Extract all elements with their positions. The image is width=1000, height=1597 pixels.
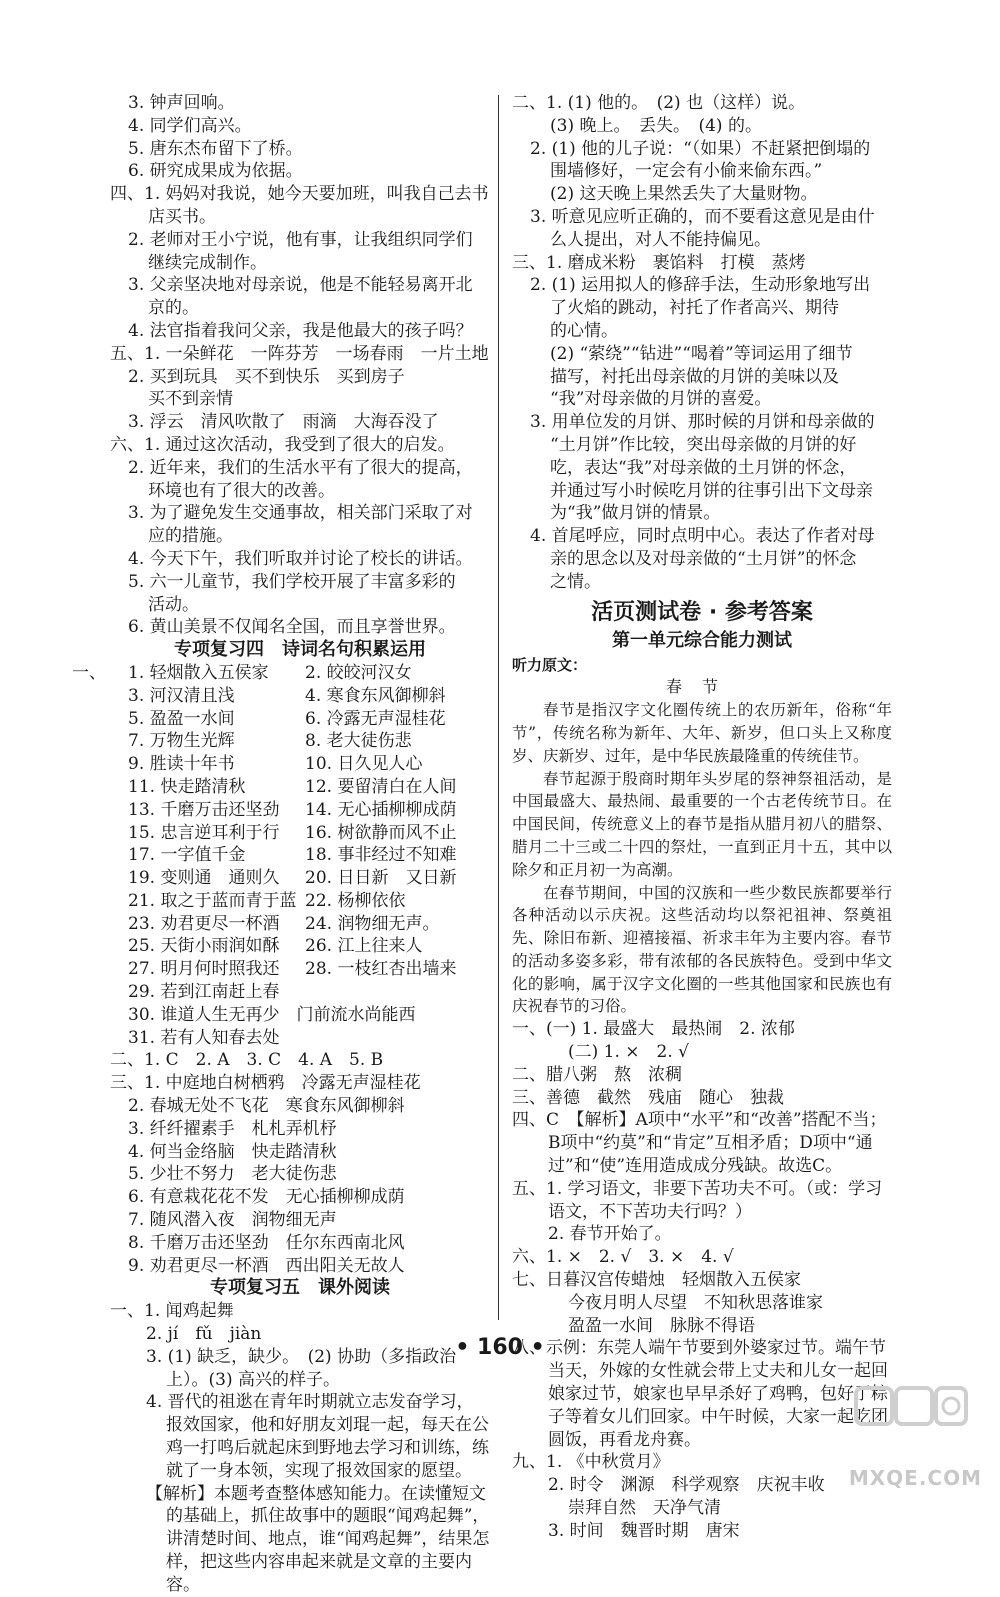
text-line: 三、1. 中庭地白树栖鸦 冷露无声湿桂花 (110, 1073, 421, 1094)
text-line: 9. 劝君更尽一杯酒 西出阳关无故人 (128, 1255, 405, 1276)
poem-item: 7. 万物生光辉 (128, 731, 235, 752)
right-column (512, 92, 892, 1543)
text-line: 4. 法官指着我问父亲，我是他最大的孩子吗？ (128, 320, 473, 341)
text-line: 2. 近年来，我们的生活水平有了很大的提高， (128, 457, 473, 478)
text-line: 3. 为了避免发生交通事故，相关部门采取了对 (128, 503, 473, 524)
poem-item: 20. 日日新 又日新 (305, 868, 457, 889)
text-line: 吃，表达“我”对母亲做的土月饼的怀念， (550, 457, 857, 478)
poem-item: 15. 忠言逆耳利于行 (128, 822, 280, 843)
text-line: (二) 1. × 2. √ (568, 1042, 689, 1063)
text-line: 6. 研究成果成为依据。 (128, 161, 303, 182)
text-line: 应的措施。 (148, 526, 233, 547)
text-line: 四、1. 妈妈对我说，她今天要加班，叫我自己去书 (110, 184, 489, 205)
text-line: 环境也有了很大的改善。 (148, 480, 335, 501)
text-line: 买不到亲情 (148, 389, 233, 410)
section4-grid (110, 662, 490, 981)
text-line: (3) 晚上。 丢失。 (4) 的。 (550, 115, 762, 136)
poem-item: 17. 一字值千金 (128, 845, 246, 866)
poem-item: 2. 皎皎河汉女 (305, 662, 412, 683)
text-line: 2. (1) 他的儿子说：“（如果）不赶紧把倒塌的 (530, 138, 871, 159)
section5-title: 专项复习五 课外阅读 (210, 1277, 390, 1299)
poem-item: 8. 老大徒伤悲 (305, 731, 412, 752)
text-line: 4. 何当金络脑 快走踏清秋 (128, 1141, 337, 1162)
page-number: • 160 • (455, 1335, 545, 1360)
text-line: 二、1. (1) 他的。 (2) 也（这样）说。 (512, 93, 806, 113)
text-line: 四、C 【解析】A项中“水平”和“改善”搭配不当；B项中“约莫”和“肯定”互相矛盾；D项中“通过”和“使”连用造成成分残缺。故选C。 (512, 1110, 887, 1177)
poem-item: 21. 取之于蓝而青于蓝 (128, 890, 297, 911)
text-line: 5. 唐东杰布留下了桥。 (128, 138, 303, 159)
section4-title: 专项复习四 诗词名句积累运用 (174, 639, 426, 661)
text-line: 京的。 (148, 298, 199, 319)
text-line: 六、1. × 2. √ 3. × 4. √ (512, 1247, 734, 1268)
text-line: 的心情。 (550, 320, 618, 341)
text-line: (2) “萦绕”“钻进”“喝着”等词运用了细节 (550, 343, 853, 364)
text-line: 围墙修好，一定会有小偷来偷东西。” (550, 161, 823, 182)
poem-item: 27. 明月何时照我还 (128, 959, 280, 980)
text-line: 九、1. 《中秋赏月》 (512, 1452, 670, 1473)
text-line: 2. 春节开始了。 (548, 1224, 672, 1245)
text-line: 3. (1) 缺乏，缺少。 (2) 协助（多指政治上）。(3) 高兴的样子。 (146, 1346, 457, 1390)
poem-item: 25. 天街小雨润如酥 (128, 936, 280, 957)
text-line: 么人提出，对人不能持偏见。 (550, 229, 771, 250)
text-line: 五、1. 学习语文，非要下苦功夫不可。（或：学习语文，不下苦功夫行吗？） (512, 1178, 883, 1222)
poem-item: 1. 轻烟散入五侯家 (128, 662, 269, 683)
text-line: 并通过写小时候吃月饼的往事引出下文母亲 (550, 480, 873, 501)
text-line: 2. 买到玩具 买不到快乐 买到房子 (128, 366, 405, 387)
text-line: 3. 纤纤擢素手 札札弄机杼 (128, 1118, 337, 1139)
text-line: 3. 时间 魏晋时期 唐宋 (548, 1520, 740, 1541)
text-line: 今夜月明人尽望 不知秋思落谁家 (568, 1292, 823, 1313)
text-line: 五、1. 一朵鲜花 一阵芬芳 一场春雨 一片土地 (110, 343, 489, 364)
text-line: 六、1. 通过这次活动，我受到了很大的启发。 (110, 434, 455, 455)
text-line: 亲的思念以及对母亲做的“土月饼”的怀念 (550, 548, 857, 569)
text-line: 2. 老师对王小宁说，他有事，让我组织同学们 (128, 229, 473, 250)
text-line: 为“我”做月饼的情景。 (550, 503, 721, 524)
poem-item: 5. 盈盈一水间 (128, 708, 235, 729)
watermark (832, 1380, 982, 1490)
text-line: 了火焰的跳动，衬托了作者高兴、期待 (550, 298, 839, 319)
text-line: 4. 首尾呼应，同时点明中心。表达了作者对母 (530, 526, 875, 547)
article-title: 春节 (665, 677, 738, 697)
poem-item: 6. 冷露无声湿桂花 (305, 708, 446, 729)
poem-item: 3. 河汉清且浅 (128, 685, 235, 706)
poem-item: 23. 劝君更尽一杯酒 (128, 913, 280, 934)
text-line: 4. 今天下午，我们听取并讨论了校长的讲话。 (128, 548, 473, 569)
poem-item: 10. 日久见人心 (305, 754, 423, 775)
article-paragraphs (512, 699, 892, 1018)
text-line: 店买书。 (148, 206, 216, 227)
text-line: “土月饼”作比较，突出母亲做的月饼的好 (550, 434, 857, 455)
article-paragraph: 春节起源于殷商时期年头岁尾的祭神祭祖活动，是中国最盛大、最热闹、最重要的一个古老传统节日。在中国民间，传统意义上的春节是指从腊月初八的腊祭、腊月二十三或二十四的祭灶，一直到正月十五，其中以除夕和正月初一为高潮。 (512, 769, 892, 879)
article-paragraph: 春节是指汉字文化圈传统上的农历新年，俗称“年节”，传统名称为新年、大年、新岁，但口头上又称度岁、庆新岁、过年，是中华民族最隆重的传统佳节。 (512, 701, 892, 765)
text-line: 3. 用单位发的月饼、那时候的月饼和母亲做的 (530, 412, 875, 433)
text-line: 一、(一) 1. 最盛大 最热闹 2. 浓郁 (512, 1019, 795, 1040)
poem-item: 22. 杨柳依依 (305, 890, 406, 911)
text-line: 三、1. 磨成米粉 裹馅料 打模 蒸烤 (512, 252, 806, 273)
poem-item: 28. 一枝红杏出墙来 (305, 959, 457, 980)
text-line: 31. 若有人知春去处 (128, 1027, 280, 1048)
text-line: 三、善德 截然 残庙 随心 独裁 (512, 1087, 784, 1108)
poem-item: 18. 事非经过不知难 (305, 845, 457, 866)
section4-tail (110, 981, 490, 1277)
poem-item: 26. 江上往来人 (305, 936, 423, 957)
poem-item: 9. 胜读十年书 (128, 754, 235, 775)
text-line: 5. 少壮不努力 老大徒伤悲 (128, 1164, 337, 1185)
right-answers-block (512, 92, 892, 594)
text-line: 6. 有意栽花花不发 无心插柳柳成荫 (128, 1187, 405, 1208)
text-line: 盈盈一水间 脉脉不得语 (568, 1315, 755, 1336)
text-line: 3. 钟声回响。 (128, 93, 235, 113)
sub-title: 第一单元综合能力测试 (612, 629, 792, 651)
text-line: 7. 随风潜入夜 润物细无声 (128, 1210, 337, 1231)
text-line: 一、1. 闻鸡起舞 (110, 1301, 234, 1322)
left-column (72, 92, 490, 1597)
poem-item: 13. 千磨万击还坚劲 (128, 799, 280, 820)
text-line: 3. 浮云 清风吹散了 雨滴 大海吞没了 (128, 412, 439, 433)
text-line: 4. 晋代的祖逖在青年时期就立志发奋学习，报效国家，他和好朋友刘琨一起，每天在公鸡一打鸣后就起床到野地去学习和训练，练就了一身本领，实现了报效国家的愿望。 (146, 1392, 489, 1481)
text-line: 2. jí fǔ jiàn (146, 1324, 262, 1345)
poem-item: 16. 树欲静而风不止 (305, 822, 457, 843)
text-line: 之情。 (550, 571, 601, 592)
section4-grid-wrap (72, 662, 490, 981)
text-line: 29. 若到江南赶上春 (128, 982, 280, 1003)
text-line: 3. 父亲坚决地对母亲说，他是不能轻易离开北 (128, 275, 473, 296)
text-line: 继续完成制作。 (148, 252, 267, 273)
text-line: “我”对母亲做的月饼的喜爱。 (550, 389, 772, 410)
text-line: 4. 同学们高兴。 (128, 115, 252, 136)
article-paragraph: 在春节期间，中国的汉族和一些少数民族都要举行各种活动以示庆祝。这些活动均以祭祀祖神、祭奠祖先、除旧布新、迎禧接福、祈求丰年为主要内容。春节的活动多姿多彩，带有浓郁的各民族特色。受到中华文化的影响，属于汉字文化圈的一些其他国家和民族也有庆祝春节的习俗。 (512, 883, 892, 1016)
text-line: 八、示例：东莞人端午节要到外婆家过节。端午节当天，外嫁的女性就会带上丈夫和儿女一起回娘家过节，娘家也早早杀好了鸡鸭，包好了粽子等着女儿们回家。中午时候，大家一起吃团圆饭，再看龙舟赛。 (512, 1338, 888, 1450)
text-line: 30. 谁道人生无再少 门前流水尚能西 (128, 1004, 416, 1025)
text-line: 活动。 (148, 594, 199, 615)
text-line: 5. 六一儿童节，我们学校开展了丰富多彩的 (128, 571, 456, 592)
left-answers-block (110, 92, 490, 639)
watermark-logo-icon (852, 1380, 972, 1450)
text-line: 描写，衬托出母亲做的月饼的美味以及 (550, 366, 839, 387)
poem-item: 4. 寒食东风御柳斜 (305, 685, 446, 706)
text-line: 二、1. C 2. A 3. C 4. A 5. B (110, 1050, 384, 1071)
text-line: 【解析】本题考查整体感知能力。在读懂短文的基础上，抓住故事中的题眼“闻鸡起舞”，讲清楚时间、地点，谁“闻鸡起舞”，结果怎样，把这些内容串起来就是文章的主要内容。 (146, 1483, 490, 1595)
listen-label: 听力原文： (512, 655, 588, 674)
section4-prefix: 一、 (72, 662, 106, 683)
poem-item: 24. 润物细无声。 (305, 913, 440, 934)
text-line: 2. 时令 渊源 科学观察 庆祝丰收 (548, 1475, 825, 1496)
text-line: 6. 黄山美景不仅闻名全国，而且享誉世界。 (128, 617, 456, 638)
text-line: 8. 千磨万击还坚劲 任尔东西南北风 (128, 1232, 405, 1253)
poem-item: 11. 快走踏清秋 (128, 776, 246, 797)
text-line: 2. 春城无处不飞花 寒食东风御柳斜 (128, 1096, 405, 1117)
text-line: 3. 听意见应听正确的，而不要看这意见是由什 (530, 206, 875, 227)
text-line: 崇拜自然 天净气清 (568, 1498, 721, 1519)
text-line: (2) 这天晚上果然丢失了大量财物。 (550, 184, 818, 205)
poem-item: 12. 要留清白在人间 (305, 776, 457, 797)
poem-item: 14. 无心插柳柳成荫 (305, 799, 457, 820)
column-divider (498, 95, 499, 1320)
text-line: 二、腊八粥 熬 浓稠 (512, 1064, 682, 1085)
poem-item: 19. 变则通 通则久 (128, 868, 280, 889)
watermark-text: MXQE.COM (848, 1466, 982, 1490)
text-line: 七、日暮汉宫传蜡烛 轻烟散入五侯家 (512, 1270, 801, 1291)
text-line: 2. (1) 运用拟人的修辞手法，生动形象地写出 (530, 275, 871, 296)
main-title: 活页测试卷 · 参考答案 (591, 599, 813, 625)
